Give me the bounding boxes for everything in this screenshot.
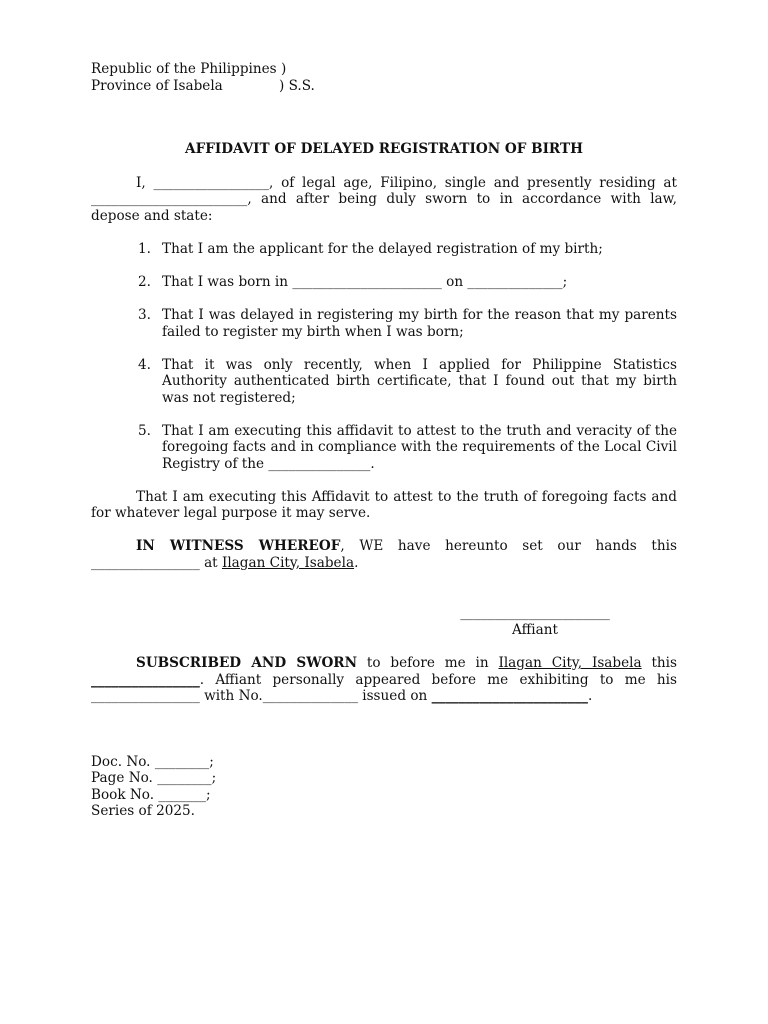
jurat-middle: to before me in [357,655,499,671]
signature-line: ______________________ [460,605,610,621]
page-number: Page No. ________; [91,770,217,786]
affiant-signature-block [452,605,618,638]
statement-item [91,357,677,407]
witness-lead: IN WITNESS WHEREOF [136,538,341,554]
jurat-paragraph [91,655,677,705]
witness-place: Ilagan City, Isabela [221,554,355,571]
item-text: That I am executing this affidavit to attest to the truth and veracity of the foregoing facts and in compliance with the requirements of the Local Civil Registry of the _______________. [162,422,677,472]
item-number: 4. [138,356,151,373]
statement-item [91,423,677,473]
jurat-after-place: this [641,655,677,671]
jurat-rest: . Affiant personally appeared before me exhibiting to me his ________________ with No.______________ issued on [91,671,677,704]
execution-paragraph: That I am executing this Affidavit to attest to the truth of foregoing facts and for whatever legal purpose it may serve. [91,488,677,521]
caption-republic: Republic of the Philippines ) [91,61,287,77]
jurat-issued-blank: _______________________ [431,688,588,704]
item-number: 1. [138,241,151,257]
item-number: 3. [138,307,151,323]
item-text: That it was only recently, when I applied for Philippine Statistics Authority authenticated birth certificate, that I found out that my birth was not registered; [162,356,677,406]
witness-paragraph [91,538,677,571]
item-number: 2. [138,274,151,290]
witness-middle: , WE have hereunto set our hands this ________________ at [91,538,677,571]
doc-number: Doc. No. ________; [91,753,214,770]
series-year: Series of 2025. [91,803,195,819]
witness-end: . [354,554,359,571]
statement-item [91,307,677,340]
statement-item [91,241,677,258]
item-text: That I am the applicant for the delayed registration of my birth; [162,241,603,257]
jurat-date-blank: ________________ [91,671,200,688]
affiant-label: Affiant [512,621,558,638]
venue-caption [91,61,677,94]
intro-paragraph: I, _________________, of legal age, Filipino, single and presently residing at _______________________, and after being duly sworn to in accordance with law, depose and state: [91,174,677,224]
item-text: That I was born in ______________________ on ______________; [162,274,568,290]
item-number: 5. [138,422,151,439]
jurat-lead: SUBSCRIBED AND SWORN [136,655,358,671]
item-text: That I was delayed in registering my birth for the reason that my parents failed to register my birth when I was born; [162,307,677,340]
notarial-register [91,754,677,820]
jurat-end: . [587,688,593,704]
statement-item [91,274,677,291]
document-title: AFFIDAVIT OF DELAYED REGISTRATION OF BIRTH [185,141,583,157]
jurat-place: Ilagan City, Isabela [498,655,642,671]
book-number: Book No. _______; [91,786,211,803]
statement-list [91,241,677,472]
caption-province: Province of Isabela ) S.S. [91,77,315,94]
affidavit-document [91,61,677,820]
